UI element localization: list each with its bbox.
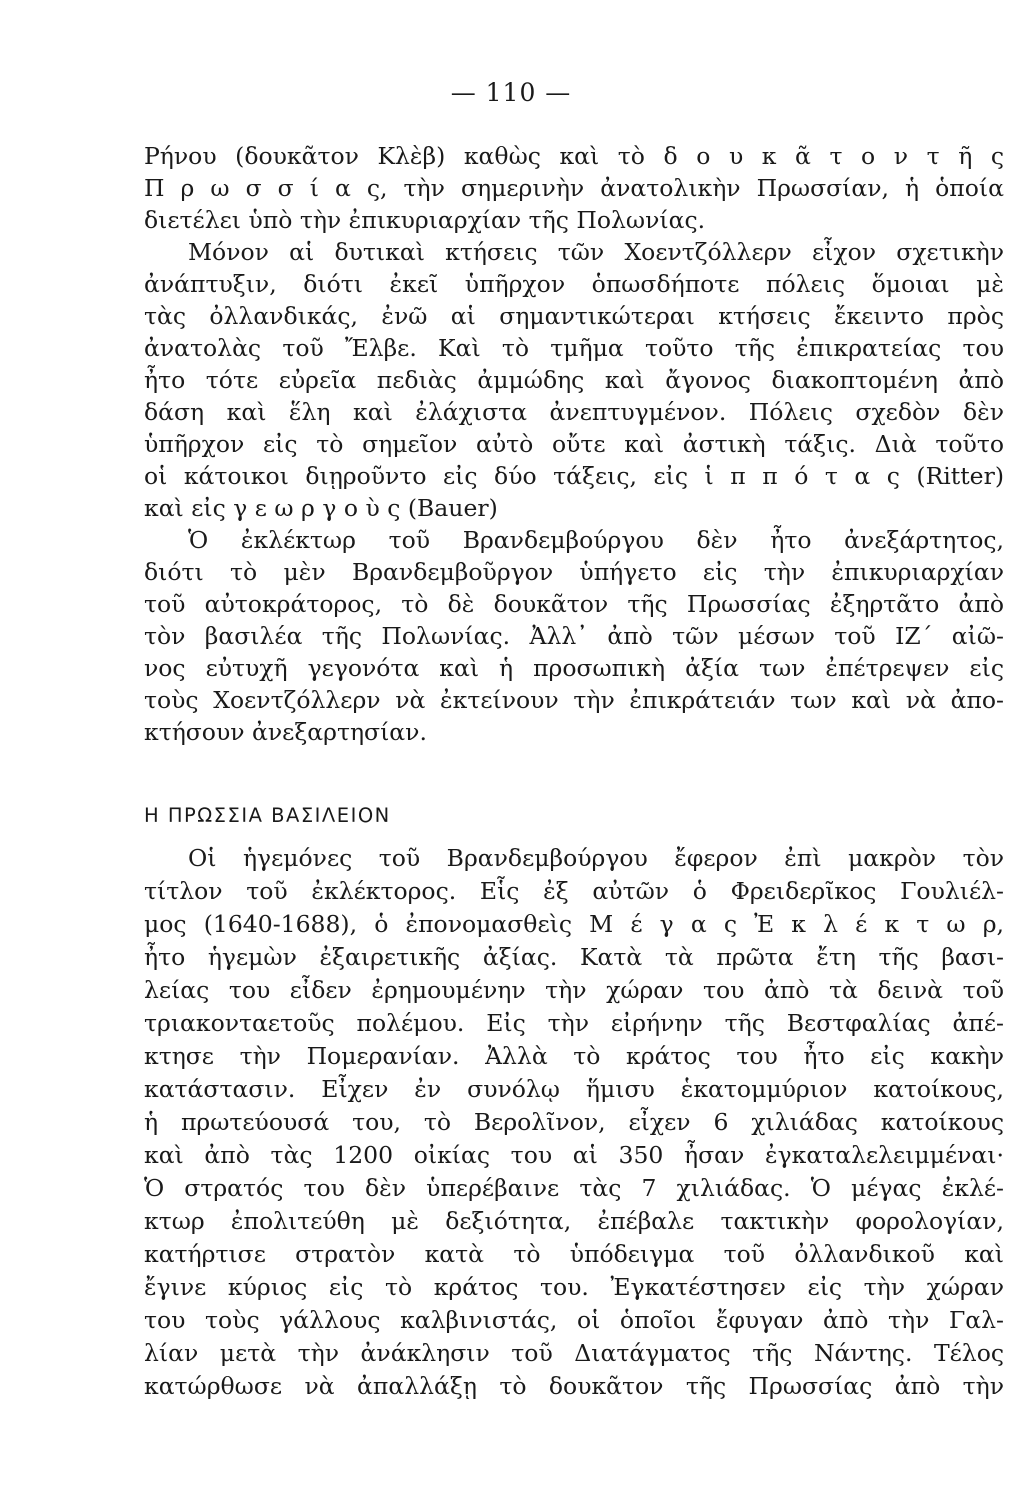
paragraph-line: μος (1640-1688), ὁ ἐπονομασθεὶς Μ έ γ α ς Ἐ κ λ έ κ τ ω ρ, (144, 910, 1004, 938)
paragraph-line: κτωρ ἐπολιτεύθη μὲ δεξιότητα, ἐπέβαλε τακτικὴν φορολογίαν, (144, 1207, 1004, 1235)
paragraph-line: καὶ εἰς γ ε ω ρ γ ο ὺ ς (Bauer) (144, 494, 498, 522)
paragraph-line: τοὺς Χοεντζόλλερν νὰ ἐκτείνουν τὴν ἐπικράτειάν των καὶ νὰ ἀπο- (144, 686, 1004, 714)
section-heading: Η ΠΡΩΣΣΙΑ ΒΑΣΙΛΕΙΟΝ (144, 804, 391, 827)
paragraph-line: τοῦ αὐτοκράτορος, τὸ δὲ δουκᾶτον τῆς Πρωσσίας ἐξηρτᾶτο ἀπὸ (144, 590, 1004, 618)
paragraph-line: δάση καὶ ἕλη καὶ ἐλάχιστα ἀνεπτυγμένον. Πόλεις σχεδὸν δὲν (144, 398, 1004, 426)
paragraph-line: οἱ κάτοικοι διῃροῦντο εἰς δύο τάξεις, εἰς ἱ π π ό τ α ς (Ritter) (144, 462, 1004, 490)
paragraph-line: Οἱ ἡγεμόνες τοῦ Βρανδεμβούργου ἔφερον ἐπὶ μακρὸν τὸν (188, 844, 1004, 872)
paragraph-line: Ὁ ἐκλέκτωρ τοῦ Βρανδεμβούργου δὲν ἦτο ἀνεξάρτητος, (188, 526, 1004, 554)
paragraph-line: διετέλει ὑπὸ τὴν ἐπικυριαρχίαν τῆς Πολωνίας. (144, 206, 706, 234)
paragraph-line: νος εὐτυχῆ γεγονότα καὶ ἡ προσωπικὴ ἀξία των ἐπέτρεψεν εἰς (144, 654, 1004, 682)
paragraph-line: ἡ πρωτεύουσά του, τὸ Βερολῖνον, εἶχεν 6 χιλιάδας κατοίκους (144, 1108, 1004, 1136)
paragraph-line: κατώρθωσε νὰ ἀπαλλάξῃ τὸ δουκᾶτον τῆς Πρωσσίας ἀπὸ τὴν (144, 1372, 1004, 1400)
paragraph-line: Ὁ στρατός του δὲν ὑπερέβαινε τὰς 7 χιλιάδας. Ὁ μέγας ἐκλέ- (144, 1174, 1004, 1202)
paragraph-line: κατήρτισε στρατὸν κατὰ τὸ ὑπόδειγμα τοῦ ὀλλανδικοῦ καὶ (144, 1240, 1004, 1268)
paragraph-line: ἦτο τότε εὐρεῖα πεδιὰς ἀμμώδης καὶ ἄγονος διακοπτομένη ἀπὸ (144, 366, 1004, 394)
paragraph-line: ὑπῆρχον εἰς τὸ σημεῖον αὐτὸ οὔτε καὶ ἀστικὴ τάξις. Διὰ τοῦτο (144, 430, 1004, 458)
paragraph-line: ἔγινε κύριος εἰς τὸ κράτος του. Ἐγκατέστησεν εἰς τὴν χώραν (144, 1273, 1004, 1301)
paragraph-line: Ρήνου (δουκᾶτον Κλὲβ) καθὼς καὶ τὸ δ ο υ κ ᾶ τ ο ν τ ῆ ς (144, 142, 1004, 170)
paragraph-line: κατάστασιν. Εἶχεν ἐν συνόλῳ ἥμισυ ἑκατομμύριον κατοίκους, (144, 1075, 1004, 1103)
paragraph-line: τριακονταετοῦς πολέμου. Εἰς τὴν εἰρήνην τῆς Βεστφαλίας ἀπέ- (144, 1009, 1004, 1037)
paragraph-line: τίτλον τοῦ ἐκλέκτορος. Εἷς ἐξ αὐτῶν ὁ Φρειδερῖκος Γουλιέλ- (144, 877, 1004, 905)
paragraph-line: λείας του εἶδεν ἐρημουμένην τὴν χώραν του ἀπὸ τὰ δεινὰ τοῦ (144, 976, 1004, 1004)
paragraph-line: τὸν βασιλέα τῆς Πολωνίας. Ἀλλ᾽ ἀπὸ τῶν μέσων τοῦ ΙΖ΄ αἰῶ- (144, 622, 1004, 650)
paragraph-line: ἀνατολὰς τοῦ Ἔλβε. Καὶ τὸ τμῆμα τοῦτο τῆς ἐπικρατείας του (144, 334, 1004, 362)
paragraph-line: Π ρ ω σ σ ί α ς, τὴν σημερινὴν ἀνατολικὴν Πρωσσίαν, ἡ ὁποία (144, 174, 1004, 202)
paragraph-line: Μόνον αἱ δυτικαὶ κτήσεις τῶν Χοεντζόλλερν εἶχον σχετικὴν (188, 238, 1004, 266)
paragraph-line: ἀνάπτυξιν, διότι ἐκεῖ ὑπῆρχον ὁπωσδήποτε πόλεις ὅμοιαι μὲ (144, 270, 1004, 298)
paragraph-line: καὶ ἀπὸ τὰς 1200 οἰκίας του αἱ 350 ἦσαν ἐγκαταλελειμμέναι· (144, 1141, 1004, 1169)
paragraph-line: του τοὺς γάλλους καλβινιστάς, οἱ ὁποῖοι ἔφυγαν ἀπὸ τὴν Γαλ- (144, 1306, 1004, 1334)
paragraph-line: λίαν μετὰ τὴν ἀνάκλησιν τοῦ Διατάγματος τῆς Νάντης. Τέλος (144, 1339, 1004, 1367)
paragraph-line: κτησε τὴν Πομερανίαν. Ἀλλὰ τὸ κράτος του ἦτο εἰς κακὴν (144, 1042, 1004, 1070)
paragraph-line: τὰς ὀλλανδικάς, ἐνῶ αἱ σημαντικώτεραι κτήσεις ἔκειντο πρὸς (144, 302, 1004, 330)
paragraph-line: κτήσουν ἀνεξαρτησίαν. (144, 718, 427, 746)
paragraph-line: ἦτο ἡγεμὼν ἐξαιρετικῆς ἀξίας. Κατὰ τὰ πρῶτα ἔτη τῆς βασι- (144, 943, 1004, 971)
page-number: — 110 — (450, 78, 572, 107)
paragraph-line: διότι τὸ μὲν Βρανδεμβοῦργον ὑπήγετο εἰς τὴν ἐπικυριαρχίαν (144, 558, 1004, 586)
